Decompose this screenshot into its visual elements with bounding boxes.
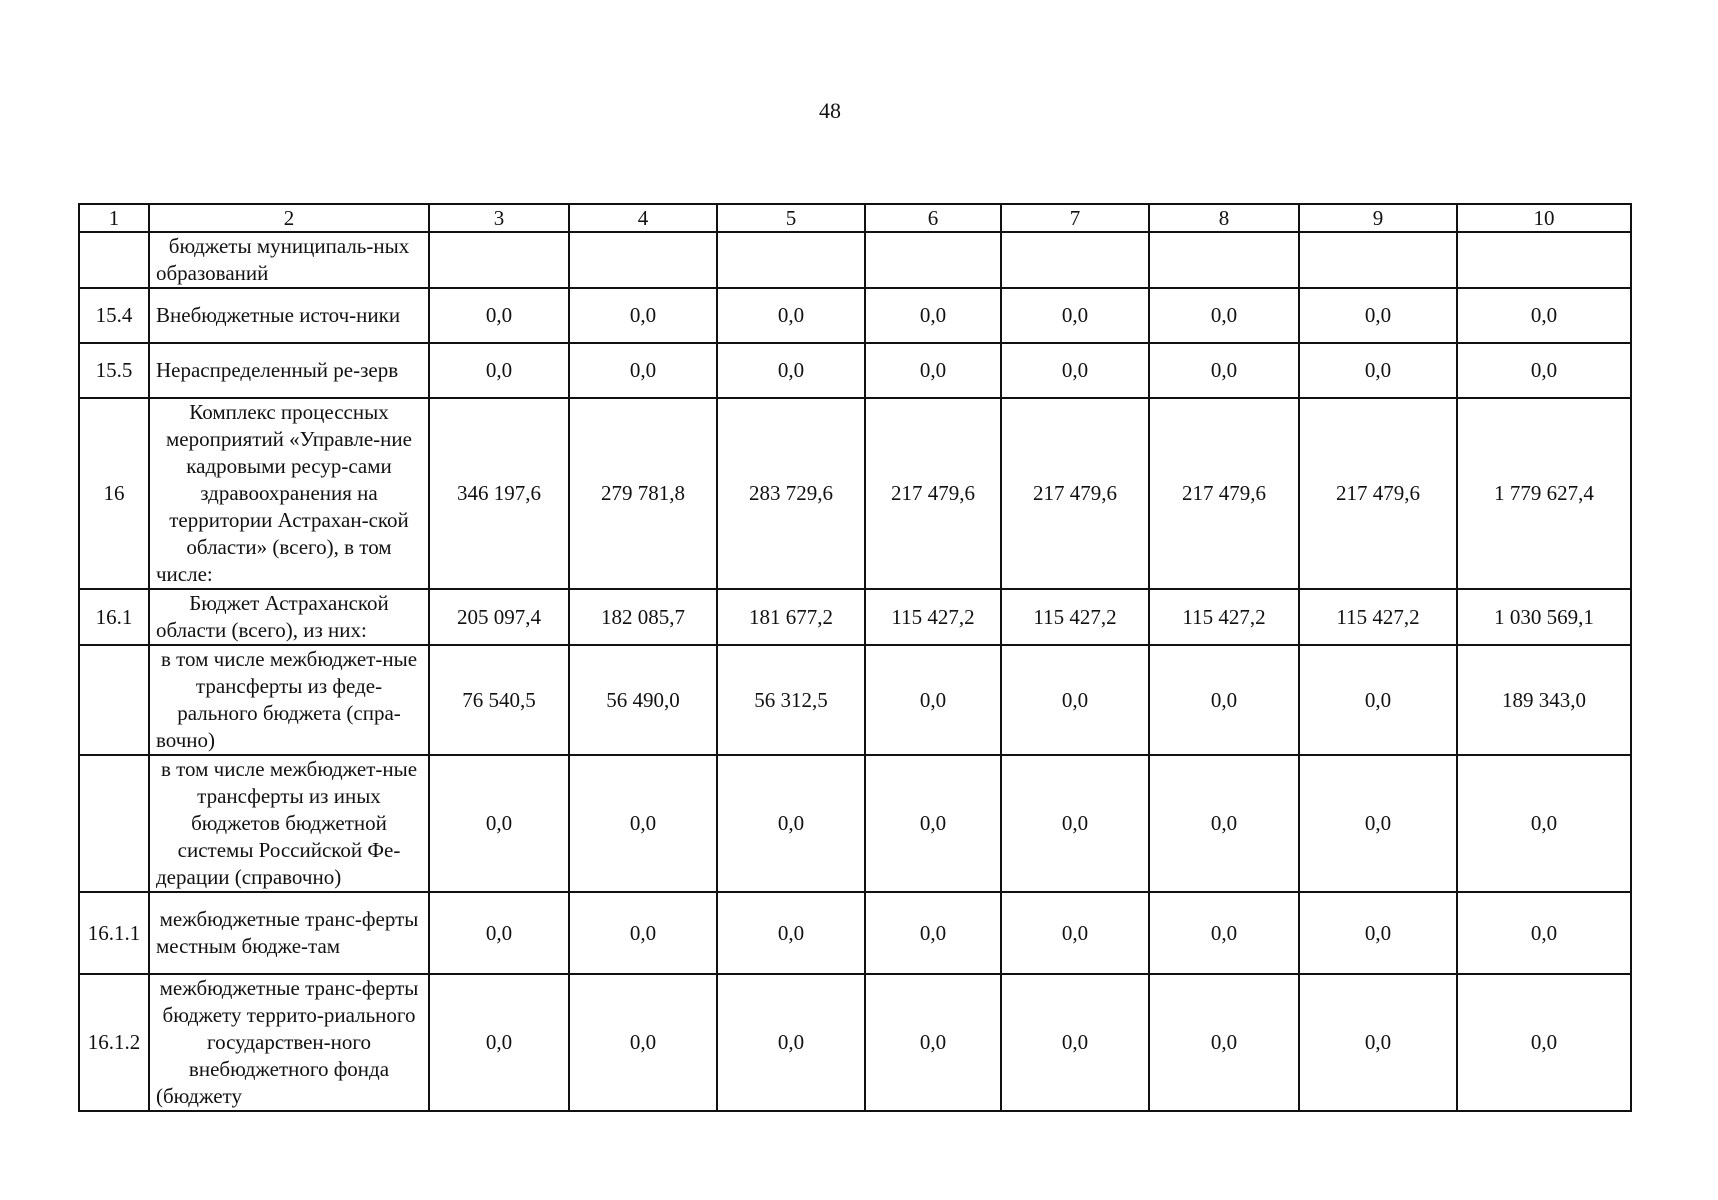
- row-value: 0,0: [569, 343, 717, 398]
- row-value: 0,0: [429, 892, 569, 974]
- row-value: 0,0: [1299, 645, 1457, 755]
- row-value: 1 779 627,4: [1457, 398, 1631, 589]
- row-value: 115 427,2: [1001, 589, 1149, 645]
- table-header-row: [79, 204, 1631, 232]
- row-value: 1 030 569,1: [1457, 589, 1631, 645]
- table-row: [79, 343, 1631, 398]
- row-value: 115 427,2: [1299, 589, 1457, 645]
- row-value: 0,0: [717, 343, 865, 398]
- row-value: 56 490,0: [569, 645, 717, 755]
- row-value: 0,0: [865, 343, 1001, 398]
- row-code: [79, 232, 149, 288]
- row-value: [865, 232, 1001, 288]
- row-value: 0,0: [569, 974, 717, 1111]
- row-value: 0,0: [1457, 343, 1631, 398]
- row-value: 0,0: [569, 755, 717, 892]
- row-description: в том числе межбюджет-ные трансферты из иных бюджетов бюджетной системы Российской Фе-дерации (справочно): [149, 755, 429, 892]
- table-row: [79, 645, 1631, 755]
- row-value: 0,0: [1457, 755, 1631, 892]
- row-value: 0,0: [717, 892, 865, 974]
- row-value: 189 343,0: [1457, 645, 1631, 755]
- row-value: 0,0: [1149, 645, 1299, 755]
- row-code: 15.4: [79, 288, 149, 343]
- row-value: 0,0: [1299, 288, 1457, 343]
- row-value: 279 781,8: [569, 398, 717, 589]
- row-value: 217 479,6: [865, 398, 1001, 589]
- row-description: в том числе межбюджет-ные трансферты из феде-рального бюджета (спра-вочно): [149, 645, 429, 755]
- row-code: [79, 755, 149, 892]
- row-value: 0,0: [717, 974, 865, 1111]
- table-row: [79, 755, 1631, 892]
- row-value: 0,0: [1457, 892, 1631, 974]
- column-header: 10: [1457, 204, 1631, 232]
- row-description: Бюджет Астраханской области (всего), из них:: [149, 589, 429, 645]
- row-value: 217 479,6: [1001, 398, 1149, 589]
- row-value: 0,0: [1149, 755, 1299, 892]
- row-value: 0,0: [865, 974, 1001, 1111]
- row-value: 0,0: [569, 288, 717, 343]
- row-value: 181 677,2: [717, 589, 865, 645]
- row-code: 16.1: [79, 589, 149, 645]
- row-value: 76 540,5: [429, 645, 569, 755]
- row-value: 0,0: [1457, 288, 1631, 343]
- row-value: 182 085,7: [569, 589, 717, 645]
- row-description: межбюджетные транс-ферты местным бюдже-там: [149, 892, 429, 974]
- row-value: 283 729,6: [717, 398, 865, 589]
- column-header: 5: [717, 204, 865, 232]
- column-header: 1: [79, 204, 149, 232]
- row-value: 0,0: [569, 892, 717, 974]
- row-value: [1149, 232, 1299, 288]
- row-description: бюджеты муниципаль-ных образований: [149, 232, 429, 288]
- row-value: 0,0: [717, 755, 865, 892]
- page-number: 48: [819, 98, 841, 123]
- row-value: 0,0: [865, 288, 1001, 343]
- budget-table: [78, 203, 1632, 1112]
- row-value: [429, 232, 569, 288]
- row-value: 205 097,4: [429, 589, 569, 645]
- row-value: 0,0: [865, 892, 1001, 974]
- column-header: 7: [1001, 204, 1149, 232]
- row-value: 0,0: [429, 288, 569, 343]
- row-code: 16.1.1: [79, 892, 149, 974]
- row-value: 0,0: [865, 755, 1001, 892]
- row-value: 0,0: [1149, 343, 1299, 398]
- row-value: 0,0: [1299, 343, 1457, 398]
- table-row: [79, 892, 1631, 974]
- row-value: 0,0: [1149, 288, 1299, 343]
- row-value: 0,0: [1149, 974, 1299, 1111]
- row-code: 16.1.2: [79, 974, 149, 1111]
- row-value: [569, 232, 717, 288]
- row-value: 0,0: [1001, 755, 1149, 892]
- row-value: 0,0: [1457, 974, 1631, 1111]
- table-row: [79, 398, 1631, 589]
- row-value: 0,0: [1001, 974, 1149, 1111]
- row-value: 0,0: [1001, 288, 1149, 343]
- row-value: 0,0: [865, 645, 1001, 755]
- row-value: 115 427,2: [1149, 589, 1299, 645]
- row-value: 0,0: [1001, 645, 1149, 755]
- table-row: [79, 974, 1631, 1111]
- row-description: межбюджетные транс-ферты бюджету террито-риального государствен-ного внебюджетного фонда (бюджету: [149, 974, 429, 1111]
- row-value: [717, 232, 865, 288]
- row-value: 0,0: [717, 288, 865, 343]
- row-value: 0,0: [429, 755, 569, 892]
- row-value: [1299, 232, 1457, 288]
- row-value: 0,0: [1001, 892, 1149, 974]
- row-value: 0,0: [1299, 974, 1457, 1111]
- row-code: 15.5: [79, 343, 149, 398]
- row-value: 0,0: [1149, 892, 1299, 974]
- row-value: [1001, 232, 1149, 288]
- row-description: Внебюджетные источ-ники: [149, 288, 429, 343]
- column-header: 6: [865, 204, 1001, 232]
- row-value: 115 427,2: [865, 589, 1001, 645]
- row-value: 217 479,6: [1299, 398, 1457, 589]
- column-header: 4: [569, 204, 717, 232]
- table-row: [79, 288, 1631, 343]
- column-header: 9: [1299, 204, 1457, 232]
- table-row: [79, 232, 1631, 288]
- row-value: 56 312,5: [717, 645, 865, 755]
- row-value: 346 197,6: [429, 398, 569, 589]
- row-description: Нераспределенный ре-зерв: [149, 343, 429, 398]
- row-value: 217 479,6: [1149, 398, 1299, 589]
- column-header: 3: [429, 204, 569, 232]
- row-value: 0,0: [1299, 755, 1457, 892]
- row-value: 0,0: [1001, 343, 1149, 398]
- row-value: 0,0: [1299, 892, 1457, 974]
- column-header: 8: [1149, 204, 1299, 232]
- row-value: 0,0: [429, 343, 569, 398]
- column-header: 2: [149, 204, 429, 232]
- row-value: [1457, 232, 1631, 288]
- row-code: 16: [79, 398, 149, 589]
- row-code: [79, 645, 149, 755]
- table-row: [79, 589, 1631, 645]
- row-value: 0,0: [429, 974, 569, 1111]
- row-description: Комплекс процессных мероприятий «Управле-ние кадровыми ресур-сами здравоохранения на территории Астрахан-ской области» (всего), в том числе:: [149, 398, 429, 589]
